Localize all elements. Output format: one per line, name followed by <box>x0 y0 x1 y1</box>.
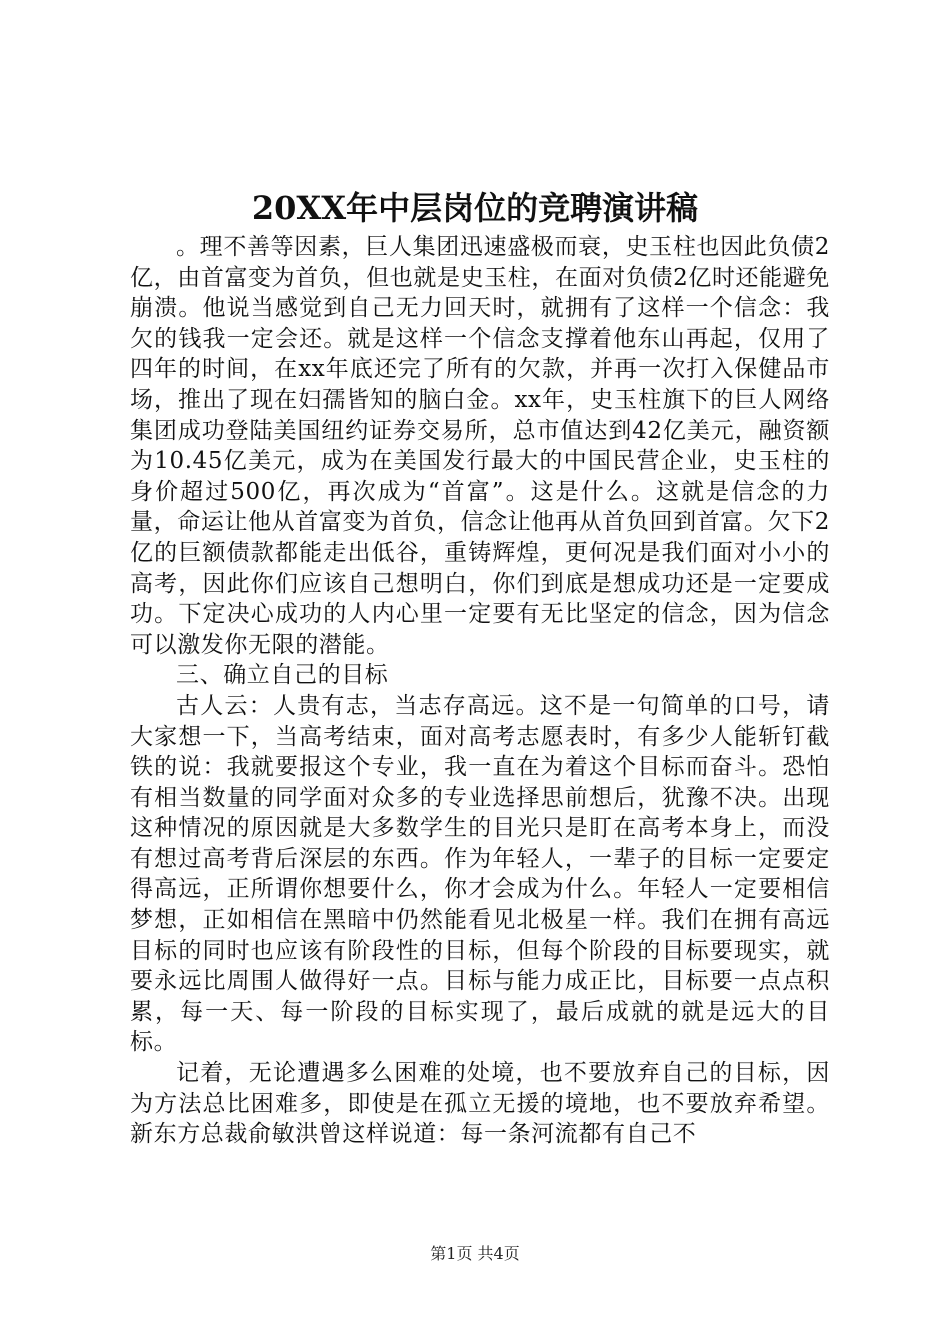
section-heading-goals: 三、确立自己的目标 <box>176 662 389 689</box>
paragraph-persistence: 记着，无论遭遇多么困难的处境，也不要放弃自己的目标，因为方法总比困难多，即使是在孤立无援的境地，也不要放弃希望。新东方总裁俞敏洪曾这样说道：每一条河流都有自己不 <box>130 1060 830 1148</box>
page-number-footer: 第1页 共4页 <box>430 1244 520 1263</box>
document-body <box>130 232 830 1150</box>
paragraph-belief: 。理不善等因素，巨人集团迅速盛极而衰，史玉柱也因此负债2亿，由首富变为首负，但也就是史玉柱，在面对负债2亿时还能避免崩溃。他说当感觉到自己无力回天时，就拥有了这样一个信念：我欠的钱我一定会还。就是这样一个信念支撑着他东山再起，仅用了四年的时间，在xx年底还完了所有的欠款，并再一次打入保健品市场，推出了现在妇孺皆知的脑白金。xx年，史玉柱旗下的巨人网络集团成功登陆美国纽约证券交易所，总市值达到42亿美元，融资额为10.45亿美元，成为在美国发行最大的中国民营企业，史玉柱的身价超过500亿，再次成为“首富”。这是什么。这就是信念的力量，命运让他从首富变为首负，信念让他再从首负回到首富。欠下2亿的巨额债款都能走出低谷，重铸辉煌，更何况是我们面对小小的高考，因此你们应该自己想明白，你们到底是想成功还是一定要成功。下定决心成功的人内心里一定要有无比坚定的信念，因为信念可以激发你无限的潜能。 <box>130 234 830 658</box>
document-title: 20XX年中层岗位的竞聘演讲稿 <box>251 189 699 227</box>
paragraph-goals: 古人云：人贵有志，当志存高远。这不是一句简单的口号，请大家想一下，当高考结束，面对高考志愿表时，有多少人能斩钉截铁的说：我就要报这个专业，我一直在为着这个目标而奋斗。恐怕有相当数量的同学面对众多的专业选择思前想后，犹豫不决。出现这种情况的原因就是大多数学生的目光只是盯在高考本身上，而没有想过高考背后深层的东西。作为年轻人，一辈子的目标一定要定得高远，正所谓你想要什么，你才会成为什么。年轻人一定要相信梦想，正如相信在黑暗中仍然能看见北极星一样。我们在拥有高远目标的同时也应该有阶段性的目标，但每个阶段的目标要现实，就要永远比周围人做得好一点。目标与能力成正比，目标要一点点积累，每一天、每一阶段的目标实现了，最后成就的就是远大的目标。 <box>130 692 830 1056</box>
